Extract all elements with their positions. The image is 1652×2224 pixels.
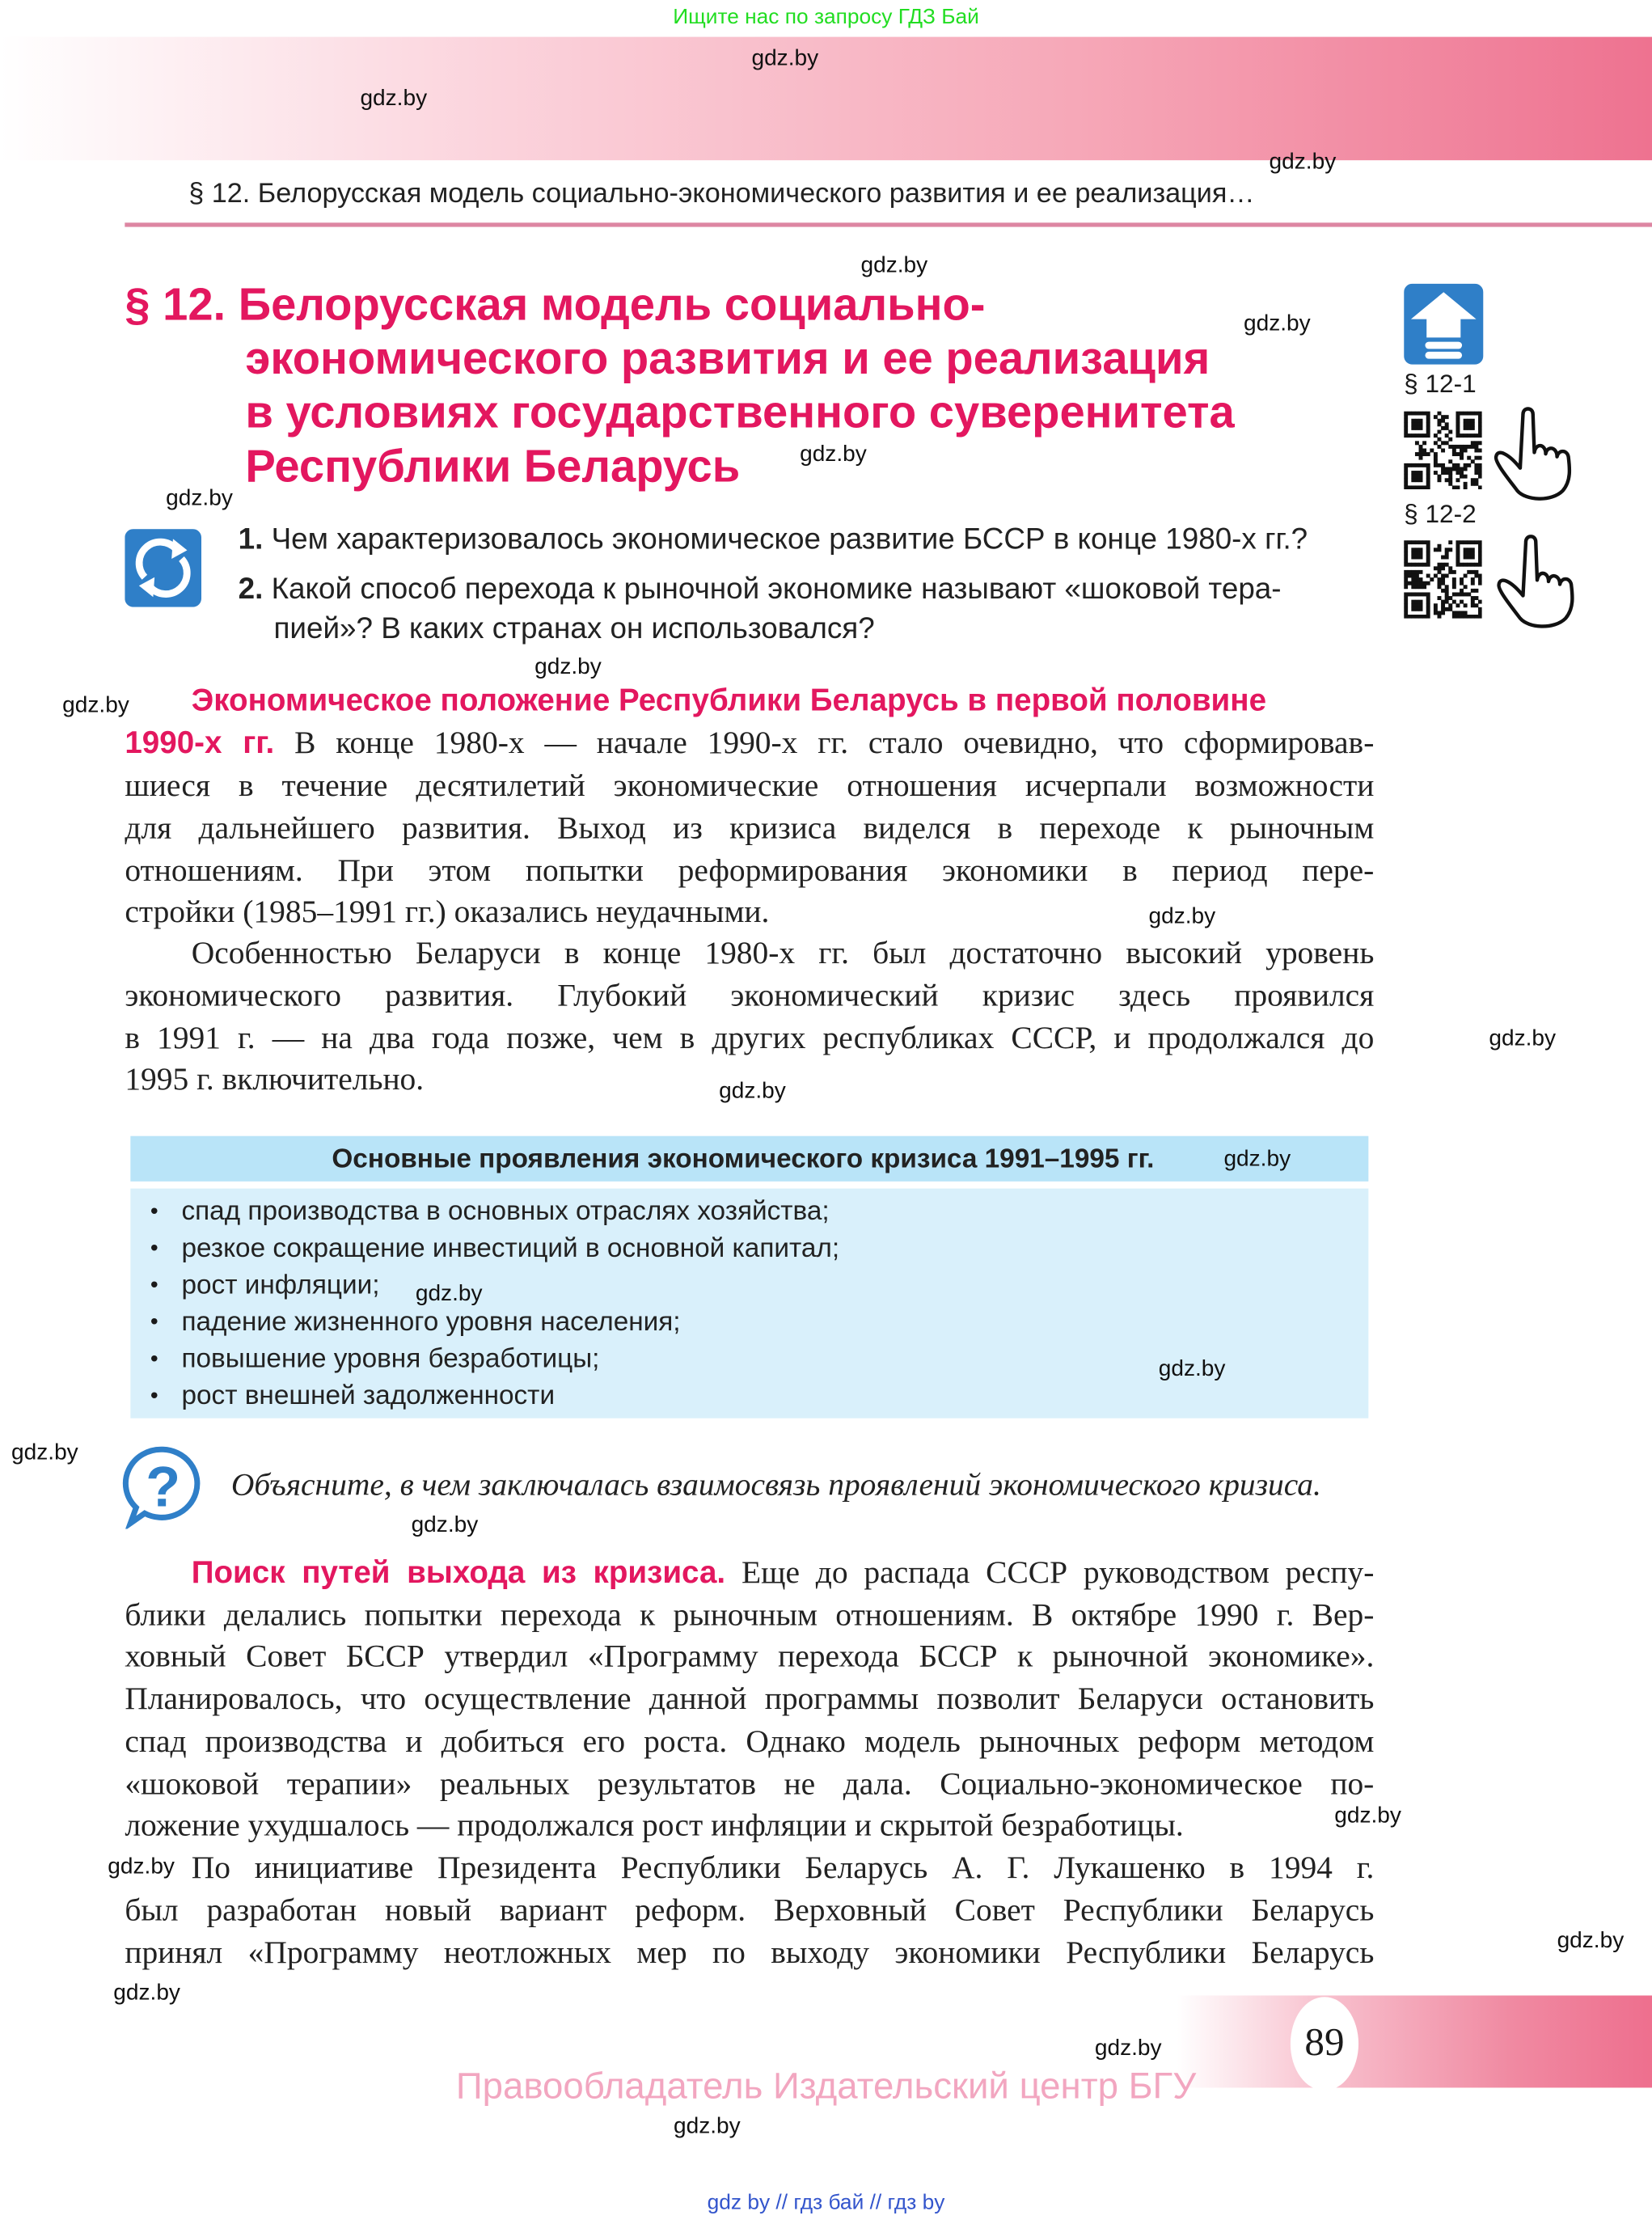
bullet-icon: • — [150, 1273, 158, 1298]
watermark-text: gdz.by — [415, 1282, 483, 1307]
watermark-text: gdz.by — [1334, 1803, 1401, 1829]
watermark-text: gdz.by — [113, 1981, 180, 2006]
question-text: Какой способ перехода к рыночной экономике называют «шоковой тера- — [271, 573, 1282, 606]
paragraph-line: Планировалось, что осуществление данной программы позволит Беларуси остановить — [125, 1681, 1375, 1716]
watermark-text: gdz.by — [1148, 904, 1216, 929]
page-title-line: в условиях государственного суверенитета — [245, 386, 1235, 438]
question-number: 2. — [238, 573, 264, 606]
question-number: 1. — [238, 523, 264, 556]
running-header: § 12. Белорусская модель социально-экономического развития и ее реализация… — [188, 178, 1255, 209]
paragraph-line: экономического развития. Глубокий экономический кризис здесь проявился — [125, 977, 1375, 1013]
paragraph-line: принял «Программу неотложных мер по выходу экономики Республики Беларусь — [125, 1934, 1375, 1970]
paragraph-line: Особенностью Беларуси в конце 1980-х гг. был достаточно высокий уровень — [191, 934, 1375, 970]
link-12-1-label[interactable]: § 12-1 — [1404, 369, 1477, 398]
watermark-text: gdz.by — [1489, 1026, 1557, 1051]
watermark-text: gdz.by — [108, 1854, 175, 1879]
paragraph-line: 1995 г. включительно. — [125, 1060, 425, 1097]
watermark-text: gdz.by — [1243, 311, 1311, 336]
list-item: рост внешней задолженности — [181, 1381, 556, 1411]
watermark-text: gdz.by — [166, 486, 233, 511]
bullet-icon: • — [150, 1347, 158, 1372]
header-rule — [125, 222, 1652, 226]
watermark-text: gdz.by — [1223, 1147, 1291, 1172]
top-banner[interactable]: Ищите нас по запросу ГДЗ Бай — [673, 5, 979, 29]
watermark-text: gdz.by — [1269, 150, 1337, 175]
paragraph-text: В конце 1980-х — начале 1990-х гг. стало очевидно, что сформировав- — [294, 725, 1375, 760]
page-title-line: § 12. Белорусская модель социально- — [125, 278, 986, 330]
page-title-line: экономического развития и ее реализация — [245, 332, 1210, 384]
paragraph-line: ховный Совет БССР утвердил «Программу перехода БССР к рыночной экономике». — [125, 1638, 1375, 1674]
watermark-text: gdz.by — [411, 1513, 479, 1538]
watermark-text: gdz.by — [1557, 1929, 1625, 1953]
pointing-hand-icon — [1492, 533, 1577, 629]
list-item: резкое сокращение инвестиций в основной капитал; — [181, 1233, 840, 1264]
watermark-text: gdz.by — [534, 655, 602, 680]
qr-code-12-1[interactable] — [1404, 412, 1481, 489]
paragraph-line: шиеся в течение десятилетий экономические отношения исчерпали возможности — [125, 767, 1375, 803]
question-text: Чем характеризовалось экономическое развитие БССР в конце 1980-х гг.? — [271, 523, 1308, 556]
page-title-line: Республики Беларусь — [245, 440, 741, 492]
watermark-text: gdz.by — [751, 46, 819, 71]
watermark-text: gdz.by — [11, 1440, 78, 1465]
watermark-text: gdz.by — [860, 253, 928, 278]
bullet-icon: • — [150, 1237, 158, 1262]
refresh-icon — [125, 529, 201, 607]
bullet-icon: • — [150, 1199, 158, 1224]
watermark-text: gdz.by — [1094, 2036, 1162, 2061]
paragraph-line: По инициативе Президента Республики Беларусь А. Г. Лукашенко в 1994 г. — [191, 1849, 1375, 1885]
section-heading: 1990-х гг. — [125, 725, 275, 760]
header-band — [0, 37, 1652, 161]
paragraph-line: для дальнейшего развития. Выход из кризиса виделся в переходе к рыночным — [125, 810, 1375, 846]
bullet-icon: • — [150, 1384, 158, 1409]
watermark-text: gdz.by — [719, 1079, 786, 1104]
watermark-text: gdz.by — [360, 86, 428, 111]
copyright-notice: Правообладатель Издательский центр БГУ — [455, 2064, 1197, 2108]
bottom-links[interactable]: gdz by // гдз бай // гдз by — [707, 2190, 945, 2215]
list-item: спад производства в основных отраслях хозяйства; — [181, 1197, 830, 1227]
paragraph-line: отношениям. При этом попытки реформирования экономики в период пере- — [125, 852, 1375, 888]
paragraph-line: спад производства и добиться его роста. Однако модель рыночных реформ методом — [125, 1723, 1375, 1759]
bullet-icon: • — [150, 1310, 158, 1335]
paragraph-line: ложение ухудшалось — продолжался рост инфляции и скрытой безработицы. — [125, 1807, 1184, 1843]
section-heading: Экономическое положение Республики Беларусь в первой половине — [191, 682, 1267, 718]
watermark-text: gdz.by — [800, 442, 867, 467]
question-text: пией»? В каких странах он использовался? — [273, 612, 875, 645]
watermark-text: gdz.by — [1158, 1357, 1226, 1382]
upload-arrow-icon[interactable] — [1404, 284, 1483, 365]
list-item: рост инфляции; — [181, 1271, 380, 1301]
paragraph-text: Еще до распада СССР руководством респу- — [741, 1554, 1375, 1590]
crisis-box-title: Основные проявления экономического кризиса 1991–1995 гг. — [332, 1144, 1155, 1175]
svg-text:?: ? — [146, 1455, 181, 1519]
link-12-2-label[interactable]: § 12-2 — [1404, 500, 1477, 529]
paragraph-line: был разработан новый вариант реформ. Верховный Совет Республики Беларусь — [125, 1892, 1375, 1928]
list-item: повышение уровня безработицы; — [181, 1344, 600, 1375]
paragraph-line: блики делались попытки перехода к рыночным отношениям. В октябре 1990 г. Вер- — [125, 1596, 1375, 1633]
paragraph-line: в 1991 г. — на два года позже, чем в других республиках СССР, и продолжался до — [125, 1019, 1375, 1055]
pointing-hand-icon — [1489, 406, 1574, 502]
page-number: 89 — [1291, 1997, 1358, 2091]
explain-task: Объясните, в чем заключалась взаимосвязь проявлений экономического кризиса. — [230, 1466, 1321, 1503]
paragraph-line: «шоковой терапии» реальных результатов не дала. Социально-экономическое по- — [125, 1765, 1375, 1802]
section-heading: Поиск путей выхода из кризиса. — [191, 1554, 726, 1590]
qr-code-12-2[interactable] — [1404, 540, 1481, 618]
paragraph-line: стройки (1985–1991 гг.) оказались неудачными. — [125, 893, 770, 929]
list-item: падение жизненного уровня населения; — [181, 1307, 681, 1338]
watermark-text: gdz.by — [62, 693, 129, 718]
question-mark-icon — [122, 1444, 205, 1528]
watermark-text: gdz.by — [674, 2114, 741, 2139]
